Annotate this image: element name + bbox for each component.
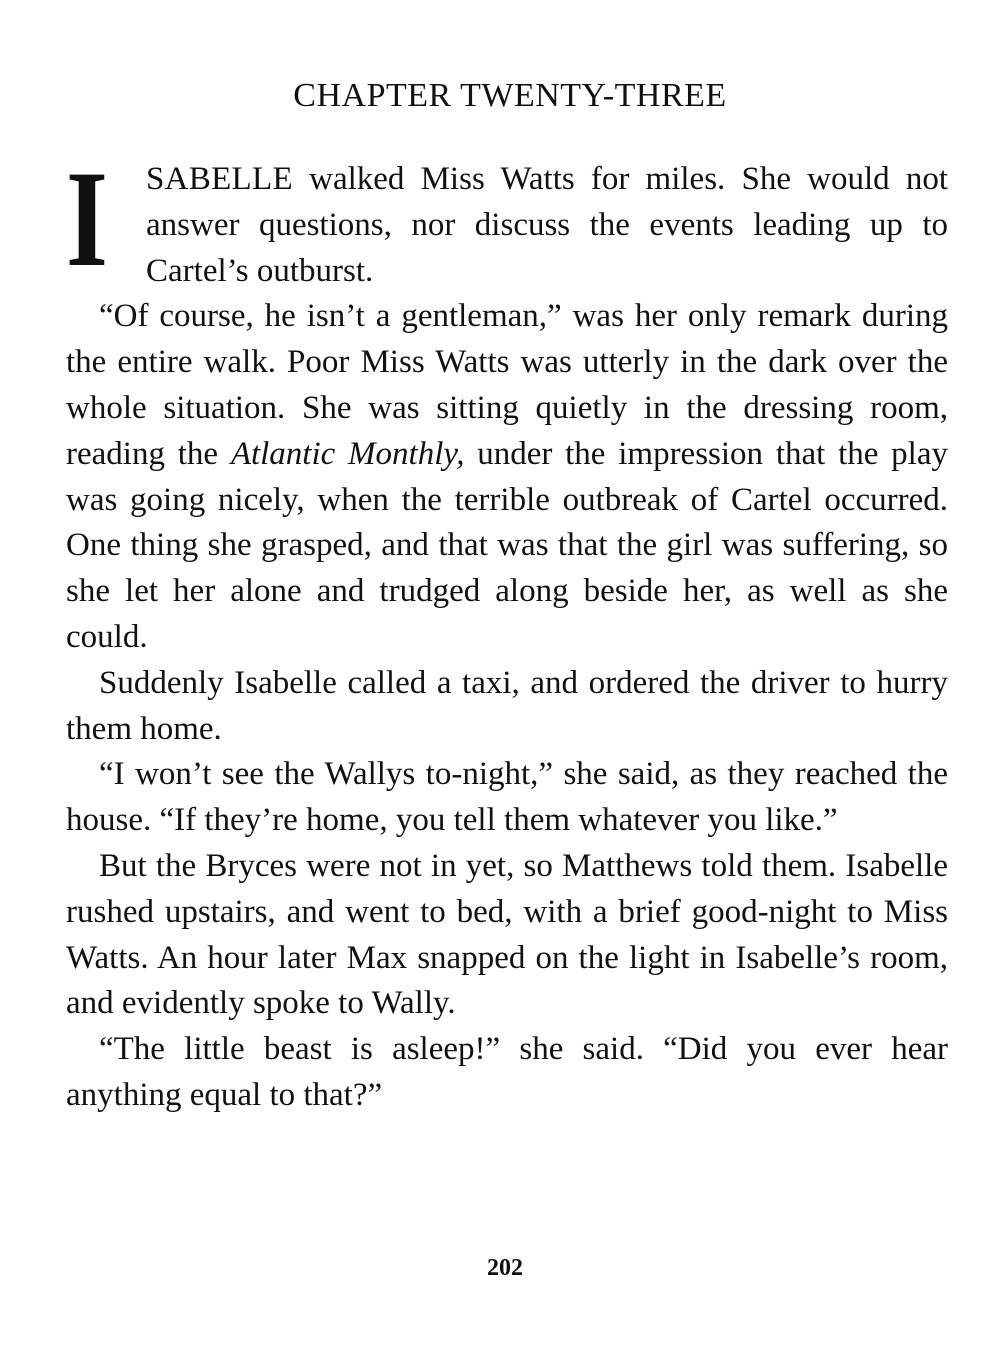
paragraph-2-text-b: under the impression that the play was going nicely, when the terrible outbreak of Cartel occurred. One thing she grasped, and that was that the girl was suffering, so she let her alone and trudged along beside her, as well as she could. bbox=[66, 435, 948, 655]
paragraph-2-text-a: “Of course, he isn’t a gentleman,” was her only remark during the entire walk. Poor Miss Watts was utterly in the dark over the whole situation. She was sitting quietly in the dressing room, reading the bbox=[66, 298, 948, 472]
drop-cap: I bbox=[66, 142, 108, 295]
paragraph-2 bbox=[66, 294, 948, 660]
paragraph-6 bbox=[66, 1027, 948, 1119]
paragraph-3 bbox=[66, 661, 948, 753]
paragraph-1-text: walked Miss Watts for miles. She would not answer questions, nor discuss the events leading up to Cartel’s outburst. bbox=[146, 161, 948, 289]
paragraph-3-text: Suddenly Isabelle called a taxi, and ordered the driver to hurry them home. bbox=[66, 664, 948, 747]
paragraph-4-text: “I won’t see the Wallys to-night,” she said, as they reached the house. “If they’re home, you tell them whatever you like.” bbox=[66, 756, 948, 839]
paragraph-4 bbox=[66, 752, 948, 844]
chapter-heading: CHAPTER TWENTY-THREE bbox=[293, 77, 727, 114]
paragraph-5 bbox=[66, 844, 948, 1027]
magazine-title: Atlantic Monthly, bbox=[230, 435, 465, 472]
body-text bbox=[66, 142, 948, 1119]
page-number: 202 bbox=[487, 1255, 523, 1281]
opening-word: SABELLE bbox=[146, 161, 293, 197]
paragraph-6-text: “The little beast is asleep!” she said. “Did you ever hear anything equal to that?” bbox=[66, 1031, 948, 1113]
paragraph-5-text: But the Bryces were not in yet, so Matthews told them. Isabelle rushed upstairs, and went to bed, with a brief good-night to Miss Watts. An hour later Max snapped on the light in Isabelle’s room, and evidently spoke to Wally. bbox=[66, 847, 948, 1022]
paragraph-1 bbox=[66, 142, 948, 295]
